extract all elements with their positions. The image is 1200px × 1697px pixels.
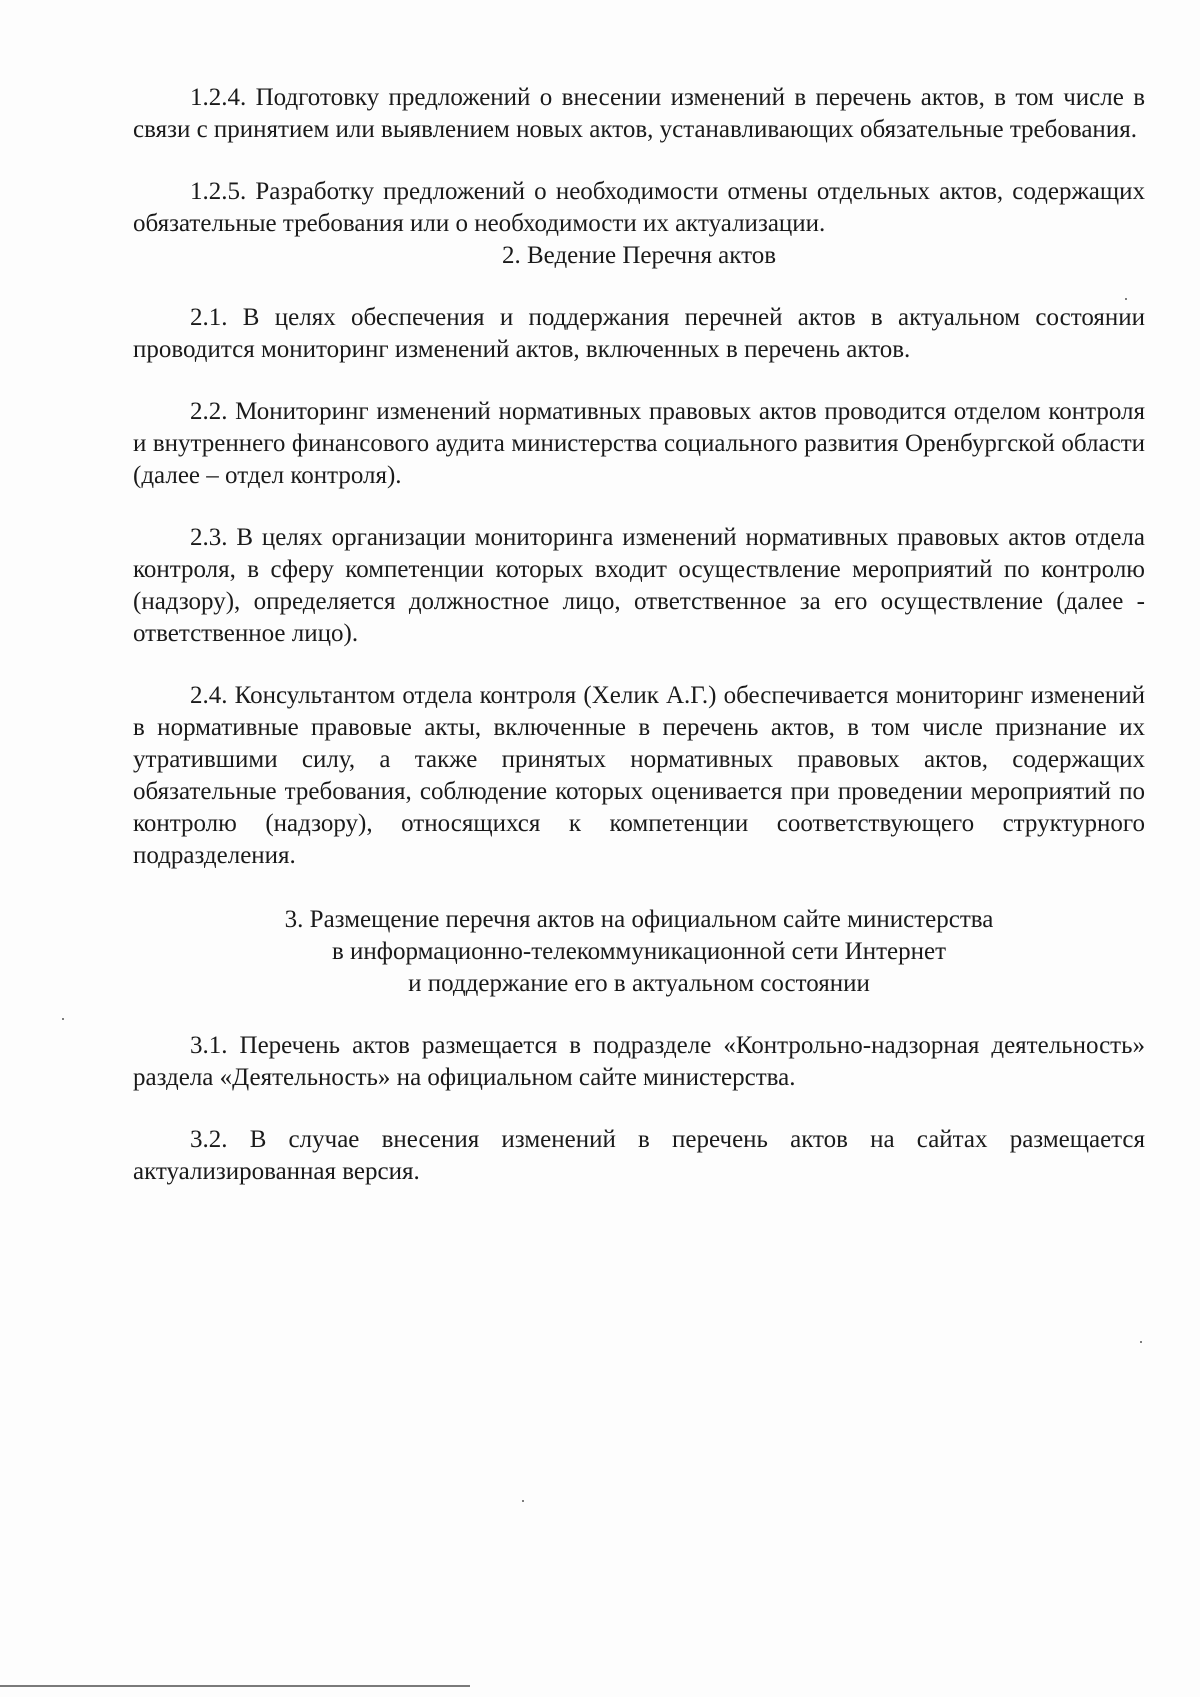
section-3-heading-line: в информационно-телекоммуникационной сети Интернет bbox=[331, 938, 947, 965]
paragraph-2-4: 2.4. Консультантом отдела контроля (Хелик А.Г.) обеспечивается мониторинг изменений в нормативные правовые акты, включенные в перечень актов, в том числе признание их утратившими силу, а также принятых нормативных правовых актов, содержащих обязательные требования, соблюдение которых оценивается при проведении мероприятий по контролю (надзору), относящихся к компетенции соответствующего структурного подразделения. bbox=[133, 682, 1145, 869]
section-3-heading bbox=[133, 904, 1145, 1000]
section-3-heading-line: 3. Размещение перечня актов на официальном сайте министерства bbox=[284, 906, 994, 933]
paragraph-3-1: 3.1. Перечень актов размещается в подразделе «Контрольно-надзорная деятельность» раздела «Деятельность» на официальном сайте министерства. bbox=[133, 1032, 1145, 1091]
section-2-heading: 2. Ведение Перечня актов bbox=[502, 242, 776, 269]
paragraph-1-2-5: 1.2.5. Разработку предложений о необходимости отмены отдельных актов, содержащих обязательные требования или о необходимости их актуализации. bbox=[133, 178, 1145, 237]
scan-speck bbox=[62, 1018, 64, 1020]
paragraph-2-2: 2.2. Мониторинг изменений нормативных правовых актов проводится отделом контроля и внутреннего финансового аудита министерства социального развития Оренбургской области (далее – отдел контроля). bbox=[133, 398, 1145, 489]
bottom-edge-line bbox=[0, 1685, 470, 1687]
paragraph-3-2: 3.2. В случае внесения изменений в перечень актов на сайтах размещается актуализированная версия. bbox=[133, 1126, 1145, 1185]
document-body bbox=[133, 82, 1145, 1188]
scan-speck bbox=[1140, 1341, 1142, 1343]
paragraph-1-2-4: 1.2.4. Подготовку предложений о внесении изменений в перечень актов, в том числе в связи с принятием или выявлением новых актов, устанавливающих обязательные требования. bbox=[133, 84, 1145, 143]
paragraph-2-1: 2.1. В целях обеспечения и поддержания перечней актов в актуальном состоянии проводится мониторинг изменений актов, включенных в перечень актов. bbox=[133, 304, 1145, 363]
scan-speck bbox=[522, 1500, 524, 1502]
scan-speck bbox=[1125, 298, 1127, 300]
section-3-heading-line: и поддержание его в актуальном состоянии bbox=[408, 970, 870, 997]
paragraph-2-3: 2.3. В целях организации мониторинга изменений нормативных правовых актов отдела контроля, в сферу компетенции которых входит осуществление мероприятий по контролю (надзору), определяется должностное лицо, ответственное за его осуществление (далее - ответственное лицо). bbox=[133, 524, 1145, 647]
